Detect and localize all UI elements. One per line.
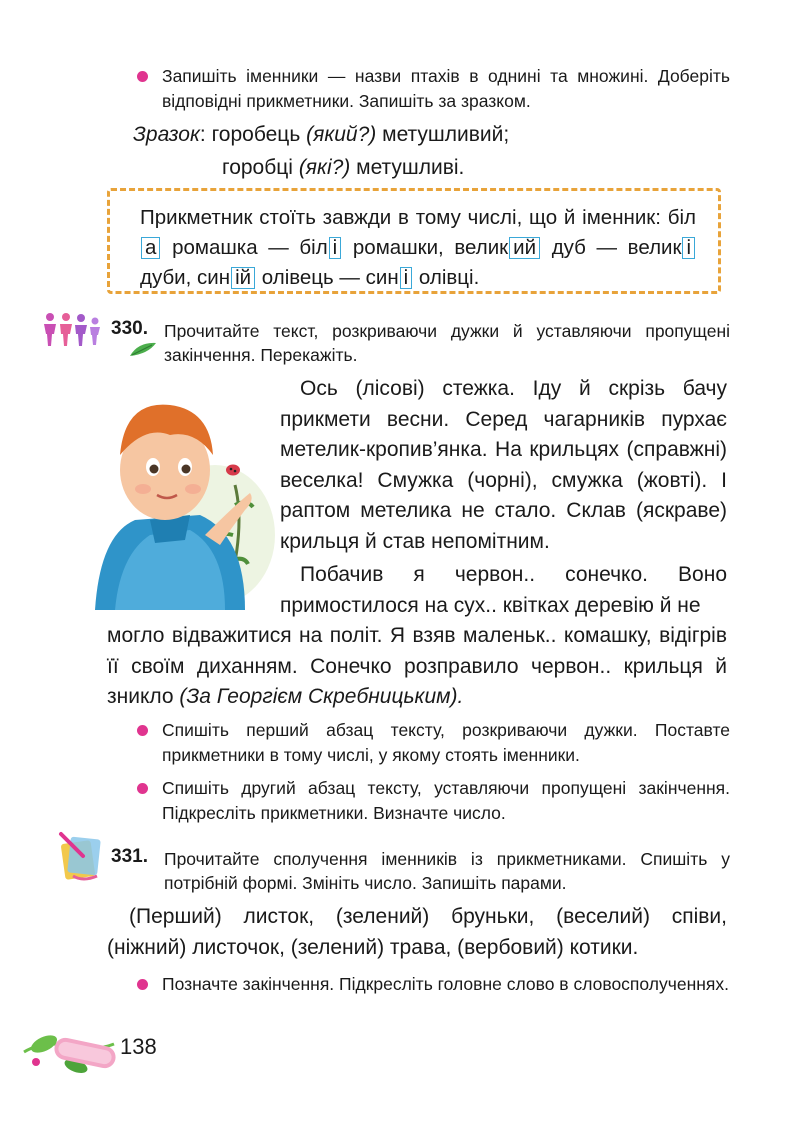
- ending-box: а: [141, 237, 160, 259]
- exercise-331-task: Прочитайте сполучення іменників із прикметниками. Спишіть у потрібній формі. Змініть число. Запишіть парами.: [164, 849, 730, 893]
- exercise-331-bullet: Позначте закінчення. Підкресліть головне слово в словосполученнях.: [140, 972, 730, 1024]
- bullet-dot-icon: [137, 979, 148, 990]
- rule-text: Прикметник стоїть завжди в тому числі, що й іменник: біла ромашка — біл і ромашки, велик ий дуб — велик і дуби, син ій олівець — син і олівці.: [140, 206, 696, 289]
- boy-illustration: [95, 385, 275, 610]
- exercise-331-number: 331.: [111, 846, 148, 867]
- exercise-330-paragraph-2-start: Побачив я червон.. сонечко. Воно примостилося на сух.. квітках деревію й не: [280, 563, 727, 617]
- ending-box: і: [682, 237, 695, 259]
- text-source: (За Георгієм Скребницьким).: [179, 685, 464, 708]
- rule-box: [107, 188, 721, 294]
- bullet-dot-icon: [137, 71, 148, 82]
- ending-box: ий: [509, 237, 540, 259]
- sample-line-1: Зразок: горобець (який?) метушливий;: [133, 123, 510, 146]
- exercise-330-task: Прочитайте текст, розкриваючи дужки й уставляючи пропущені закінчення. Перекажіть.: [164, 321, 730, 365]
- ending-box: ій: [231, 267, 255, 289]
- bullet-dot-icon: [137, 725, 148, 736]
- exercise-330-bullet-1: Спишіть перший абзац тексту, розкриваючи дужки. Поставте прикметники в тому числі, у якому стоять іменники.: [140, 718, 730, 770]
- sample-line-2: горобці (які?) метушливі.: [222, 156, 465, 179]
- exercise-330-paragraph-1: Ось (лісові) стежка. Іду й скрізь бачу прикмети весни. Серед чагарників пурхає метелик-кропив’янка. На крильцях (справжні) веселка! Смужка (чорні), смужка (жовті). І раптом метелика не стало. Склав (яскраве) крильця й став непомітним.: [280, 377, 727, 553]
- ending-box: і: [329, 237, 342, 259]
- intro-task: Запишіть іменники — назви птахів в однині та множині. Доберіть відповідні прикметники. Запишіть за зразком.: [140, 64, 730, 116]
- group-work-icon: [40, 312, 106, 348]
- ladybug-icon: [226, 465, 240, 476]
- bullet-dot-icon: [137, 783, 148, 794]
- scroll-decoration-icon: [14, 1022, 122, 1078]
- exercise-330-number: 330.: [111, 318, 148, 339]
- exercise-331-phrases: (Перший) листок, (зелений) бруньки, (веселий) співи, (ніжний) листочок, (зелений) трава, (вербовий) котики.: [107, 905, 727, 959]
- page-number: 138: [120, 1034, 157, 1059]
- exercise-330-paragraph-2: могло відважитися на політ. Я взяв маленьк.. комашку, відігрів її своїм диханням. Сонечко розправило червон.. крильця й зникло (За Георгієм Скребницьким).: [107, 624, 727, 708]
- exercise-330-bullet-2: Спишіть другий абзац тексту, уставляючи пропущені закінчення. Підкресліть прикметники. Визначте число.: [140, 776, 730, 828]
- ending-box: і: [400, 267, 413, 289]
- leaf-pen-icon: [128, 340, 158, 358]
- writing-task-icon: [55, 828, 107, 886]
